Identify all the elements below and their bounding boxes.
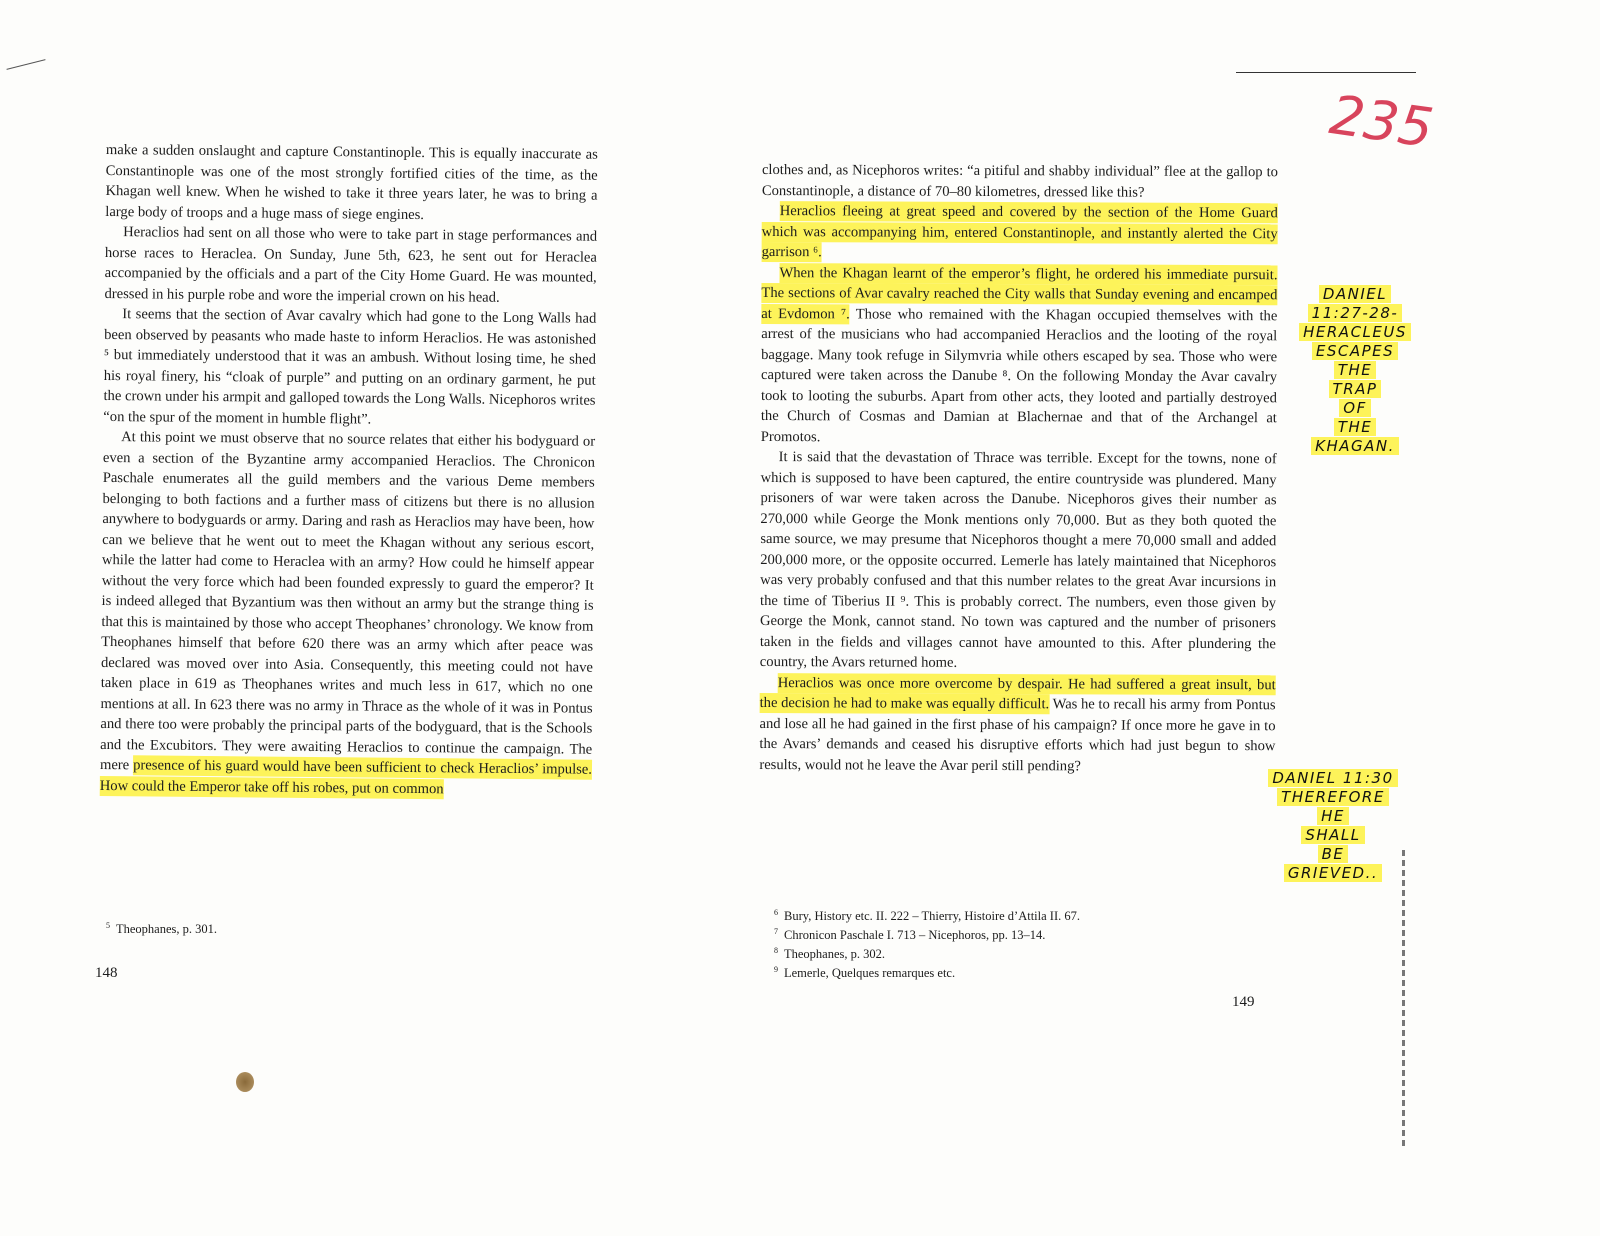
left-page-body xyxy=(100,140,598,801)
note-line: OF xyxy=(1339,399,1370,417)
right-page-number: 149 xyxy=(1232,994,1255,1010)
paragraph: make a sudden onslaught and capture Constantinople. This is equally inaccurate as Constantinople was one of the most strongly fortified cities of the time, as the Khagan well knew. When he wished to take it three years later, he was to bring a large body of troops and a huge mass of siege engines. xyxy=(105,141,598,223)
highlighted-text: Heraclios fleeing at great speed and covered by the section of the Home Guard which was accompanying him, entered Constantinople, and instantly alerted the City garrison ⁶. xyxy=(761,203,1278,261)
note-line: THEREFORE xyxy=(1277,788,1389,806)
note-line: THE xyxy=(1334,361,1376,379)
note-line: BE xyxy=(1318,845,1349,863)
paragraph: It seems that the section of Avar cavalry which had gone to the Long Walls had been observed by peasants who made haste to inform Heraclios. He was astonished ⁵ but immediately understood that it was an ambush. Without losing time, he shed his royal finery, his “cloak of purple” and putting on an ordinary garment, he put the crown under his armpit and galloped towards the Long Walls. Nicephoros writes “on the spur of the moment in humble flight”. xyxy=(103,306,597,428)
highlighted-text: presence of his guard would have been sufficient to check Heraclios’ impulse. How could the Emperor take off his robes, put on common xyxy=(99,757,593,797)
paragraph xyxy=(100,427,596,801)
footnote-text: Chronicon Paschale I. 713 – Nicephoros, pp. 13–14. xyxy=(784,928,1046,943)
note-line: ESCAPES xyxy=(1312,342,1398,360)
note-line: DANIEL 11:30 xyxy=(1268,769,1397,787)
paragraph: clothes and, as Nicephoros writes: “a pitiful and shabby individual” flee at the gallop to Constantinople, a distance of 70–80 kilometres, dressed like this? xyxy=(761,161,1278,201)
footnote-text: Theophanes, p. 302. xyxy=(784,947,886,962)
note-line: THE xyxy=(1334,418,1376,436)
footnote-text: Theophanes, p. 301. xyxy=(116,922,218,937)
note-line: KHAGAN. xyxy=(1311,437,1399,455)
handwritten-note-upper xyxy=(1270,284,1440,456)
paragraph xyxy=(762,201,1278,265)
binding-edge-mark xyxy=(1402,850,1405,1150)
footnote-number: 5 xyxy=(106,921,110,930)
footnote-number: 8 xyxy=(774,946,778,956)
footnote-number: 7 xyxy=(774,927,778,937)
left-page-number: 148 xyxy=(95,965,118,981)
handwritten-note-lower xyxy=(1258,768,1408,883)
footnote-text: Lemerle, Quelques remarques etc. xyxy=(784,966,956,981)
note-line: SHALL xyxy=(1301,826,1364,844)
text-span: Was he to recall his army from Pontus and lose all he had gained in the first phase of his campaign? If once more he gave in to the Avars’ demands and ceased his disruptive efforts which had just begun to show results, would not he leave the Avar peril still pending? xyxy=(759,696,1276,774)
note-line: HE xyxy=(1317,807,1349,825)
paper-stain xyxy=(236,1072,254,1092)
note-line: HERACLEUS xyxy=(1299,323,1411,341)
note-line: DANIEL xyxy=(1319,285,1391,303)
footnote-text: Bury, History etc. II. 222 – Thierry, Histoire d’Attila II. 67. xyxy=(784,909,1081,924)
page-stamp-number: 235 xyxy=(1326,83,1437,160)
text-span: Those who remained with the Khagan occupied themselves with the arrest of the musicians who had accompanied Heraclios and the looting of the royal baggage. Many took refuge in Silymvria while others escaped by sea. Those who were captured were taken across the Danube ⁸. On the following Monday the Avar cavalry took to looting the suburbs. Apart from other acts, they looted and partially destroyed the Church of Cosmas and Damian at Blachernae and that of the Archangel at Promotos. xyxy=(760,305,1278,445)
note-line: 11:27-28- xyxy=(1308,304,1403,322)
right-footnotes xyxy=(774,905,1254,982)
footnote xyxy=(774,943,1254,962)
footnote xyxy=(774,924,1254,943)
note-line: TRAP xyxy=(1329,380,1382,398)
paragraph: Heraclios had sent on all those who were to take part in stage performances and horse races to Heraclea. On Sunday, June 5th, 623, he sent out for Heraclea accompanied by the officials and a part of the City Home Guard. He was mounted, dressed in his purple robe and wore the imperial crown on his head. xyxy=(104,224,598,306)
footnote xyxy=(106,918,586,937)
footnote-number: 6 xyxy=(774,908,778,917)
note-line: GRIEVED.. xyxy=(1284,864,1382,882)
paragraph xyxy=(759,672,1275,777)
text-span: At this point we must observe that no source relates that either his bodyguard or even a section of the Byzantine army accompanied Heraclios. The Chronicon Paschale enumerates all the guild members and the various Deme members belonging to both factions and a further mass of citizens but there is no allusion anywhere to bodyguards or army. Daring and rash as Heraclios may have been, how can we believe that he went out to meet the Khagan without any serious escort, while the latter had come to Heraclea with an army? How could he himself appear without the very force which had been founded expressly to guard the emperor? It is indeed alleged that Byzantium was then without an army but the strange thing is that this is maintained by those who accept Theophanes’ chronology. We know from Theophanes himself that before 620 there was an army which after peace was declared was moved over into Asia. Consequently, this meeting could not have taken place in 619 as Theophanes writes and much less in 617, which no one mentions at all. In 623 there was no army in Thrace as the whole of it was in Pontus and there too were probably the principal parts of the bodyguard, that is the Schools and the Excubitors. They were awaiting Heraclios to continue the campaign. The mere xyxy=(99,429,596,774)
top-right-rule xyxy=(1236,72,1416,73)
footnote xyxy=(774,962,1254,981)
footnote-number: 9 xyxy=(774,965,778,975)
top-left-scan-mark xyxy=(6,59,45,70)
paragraph: It is said that the devastation of Thrace was terrible. Except for the towns, none of which is supposed to have been captured, the entire countryside was plundered. Many prisoners of war were taken across the Danube. Nicephoros gives their number as 270,000 while George the Monk mentions only 70,000. But as they both quoted the same source, we may presume that Nicephoros thought a mere 70,000 small and added 200,000 more, or the opposite occurred. Lemerle has lately maintained that Nicephoros was very probably confused and that this number relates to the great Avar incursions in the time of Tiberius II ⁹. This is probably correct. The numbers, even those given by George the Monk, cannot stand. No town was captured and the number of prisoners taken in the fields and villages cannot have amounted to this. After plundering the country, the Avars returned home. xyxy=(759,449,1277,671)
left-footnotes xyxy=(106,918,586,937)
highlighted-text: When the Khagan learnt of the emperor’s flight, he ordered his immediate pursuit. The sections of Avar cavalry reached the City walls that Sunday evening and encamped at Evdomon ⁷. xyxy=(761,264,1278,322)
highlighted-text: Heraclios was once more overcome by despair. He had suffered a great insult, but the decision he had to make was equally difficult. xyxy=(759,674,1276,713)
paragraph xyxy=(761,262,1278,449)
right-page-body xyxy=(759,160,1278,777)
footnote xyxy=(774,905,1254,924)
